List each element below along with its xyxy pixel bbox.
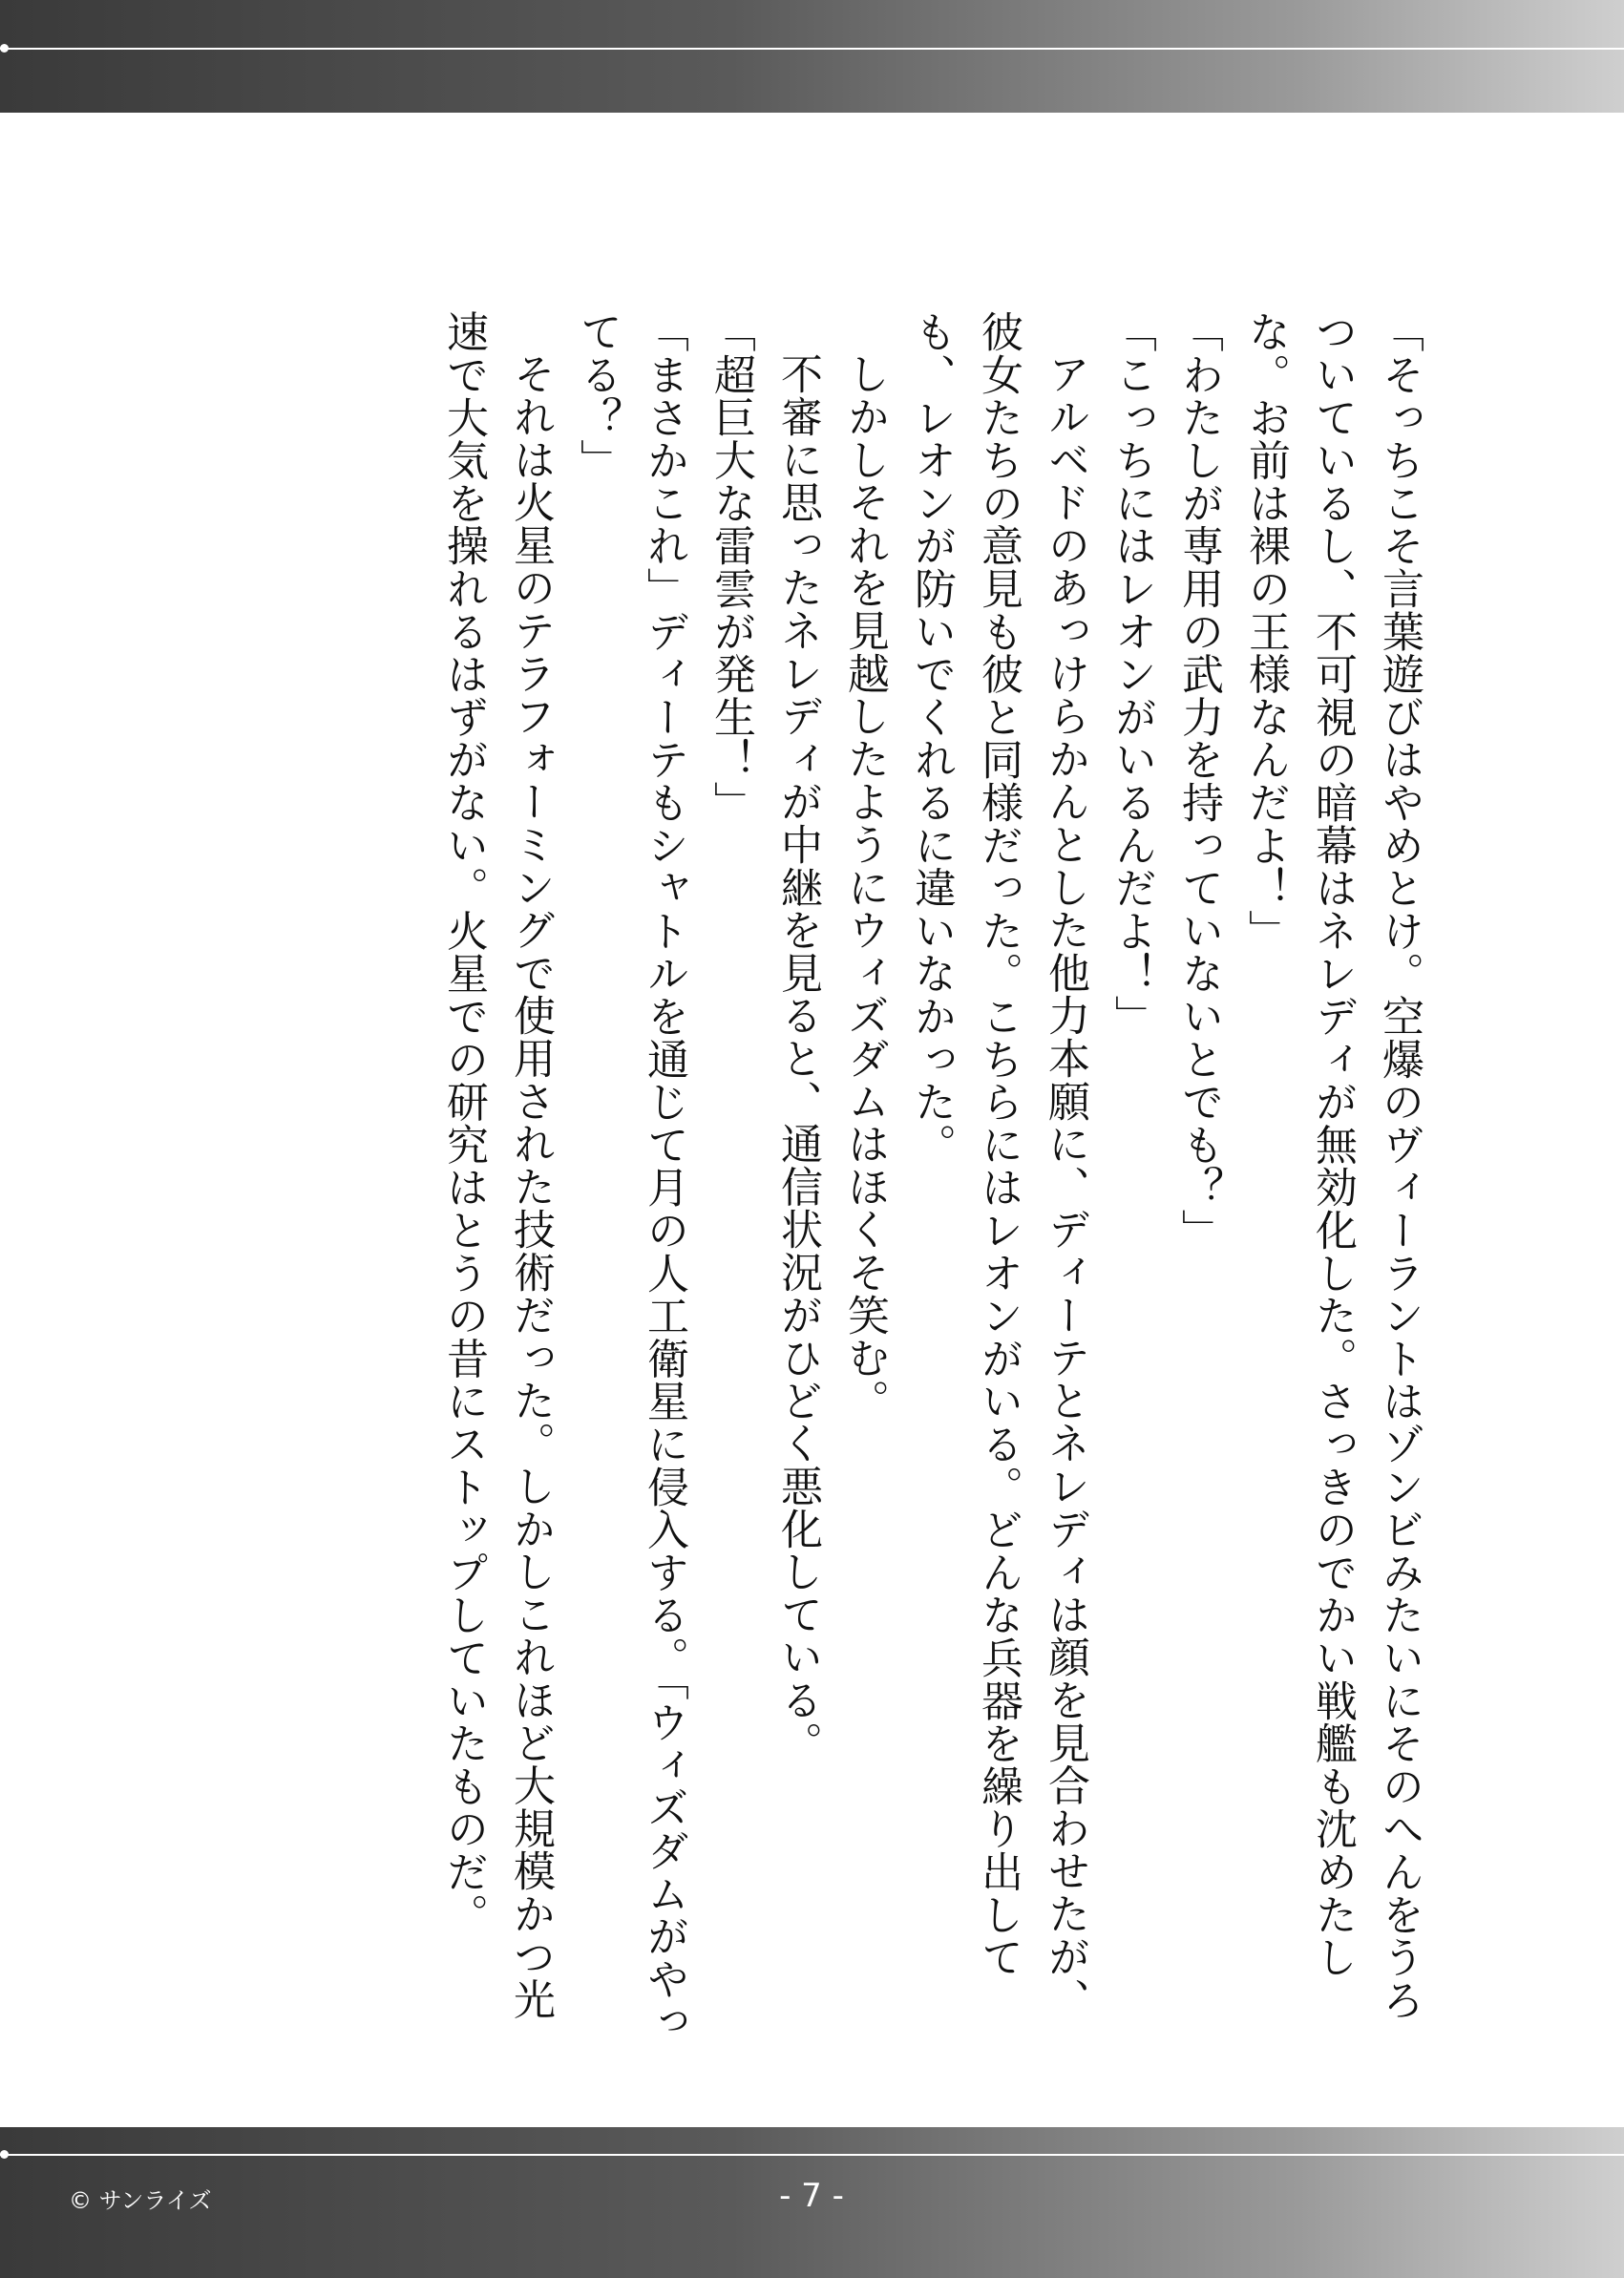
paragraph-6: 不審に思ったネレディが中継を見ると、通信状況がひどく悪化している。 [773, 352, 822, 1764]
novel-body-text [205, 310, 1432, 2053]
paragraph-9: それは火星のテラフォーミングで使用された技術だった。しかしこれほど大規模かつ光速で大気を操れるはずがない。火星での研究はとうの昔にストップしていたものだ。 [439, 310, 555, 2021]
copyright-notice: © サンライズ [69, 2187, 212, 2214]
paragraph-8: 「まさかこれ」ディーテもシャトルを通じて月の人工衛星に侵入する。「ウィズダムがやってる？」 [573, 310, 688, 2043]
footer-rule-dot [0, 2150, 9, 2159]
header-rule-dot [0, 44, 9, 53]
paragraph-1: 「そっちこそ言葉遊びはやめとけ。空爆のヴィーラントはゾンビみたいにそのへんをうろついているし、不可視の暗幕はネレディが無効化した。さっきのでかい戦艦も沈めたしな。お前は裸の王様なんだよ！」 [1241, 310, 1424, 2021]
header-band [0, 0, 1624, 113]
footer-rule [0, 2154, 1624, 2156]
paragraph-7: 「超巨大な雷雲が発生！」 [707, 310, 755, 824]
paragraph-2: 「わたしが専用の武力を持っていないとでも？」 [1174, 310, 1223, 1252]
paragraph-5: しかしそれを見越したようにウィズダムはほくそ笑む。 [840, 352, 889, 1422]
header-rule [0, 48, 1624, 50]
paragraph-3: 「こっちにはレオンがいるんだよ！」 [1107, 310, 1156, 1038]
page-number: - 7 - [779, 2177, 844, 2215]
paragraph-4: アルベドのあっけらかんとした他力本願に、ディーテとネレディは顔を見合わせたが、彼女たちの意見も彼と同様だった。こちらにはレオンがいる。どんな兵器を繰り出しても、レオンが防いでくれるに違いなかった。 [907, 310, 1089, 2021]
